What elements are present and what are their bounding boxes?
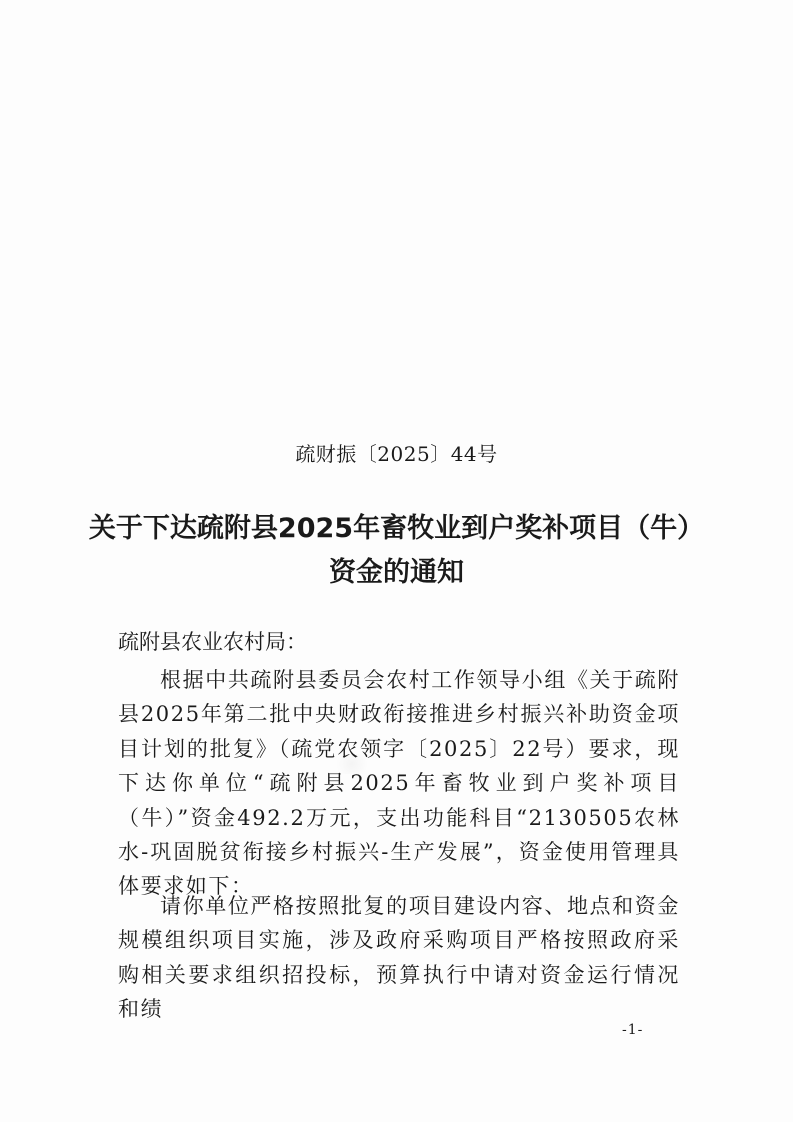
body-paragraph-2: 请你单位严格按照批复的项目建设内容、地点和资金规模组织项目实施，涉及政府采购项目严格按照政府采购相关要求组织招投标，预算执行中请对资金运行情况和绩 [118, 894, 680, 1022]
document-number: 疏财振〔2025〕44号 [295, 442, 498, 466]
addressee: 疏附县农业农村局： [118, 630, 307, 654]
body-paragraph-1: 根据中共疏附县委员会农村工作领导小组《关于疏附县2025年第二批中央财政衔接推进乡村振兴补助资金项目计划的批复》（疏党农领字〔2025〕22号）要求，现下达你单位“疏附县2025年畜牧业到户奖补项目（牛）”资金492.2万元，支出功能科目“2130505农林水-巩固脱贫衔接乡村振兴-生产发展”，资金使用管理具体要求如下： [118, 668, 680, 899]
document-title [60, 507, 733, 595]
page-number: -1- [622, 1022, 644, 1038]
title-line-2: 资金的通知 [329, 557, 464, 588]
title-line-1: 关于下达疏附县2025年畜牧业到户奖补项目（牛） [88, 513, 705, 544]
